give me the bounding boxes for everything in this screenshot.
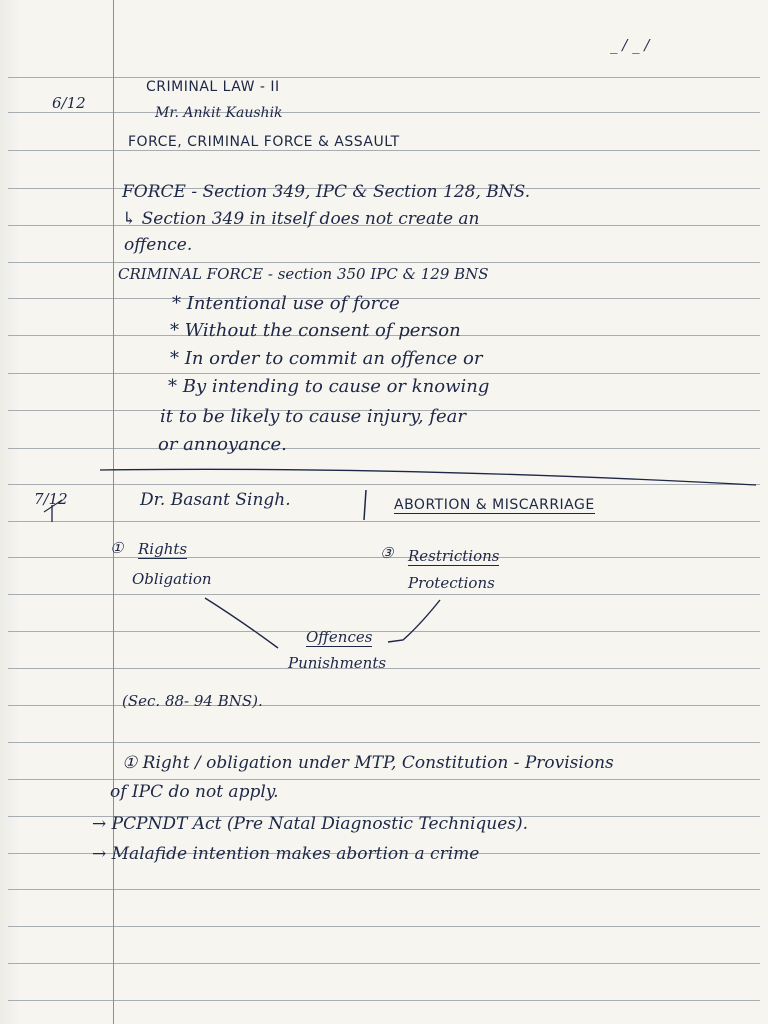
lecture1-date: 6/12	[52, 94, 86, 112]
force-line: FORCE - Section 349, IPC & Section 128, BNS.	[122, 182, 531, 202]
force-note-2: offence.	[124, 235, 193, 255]
lecture1-teacher: Mr. Ankit Kaushik	[155, 105, 283, 121]
bullet-4: * By intending to cause or knowing	[168, 376, 490, 397]
sections-reference: (Sec. 88- 94 BNS).	[122, 692, 263, 710]
bullet-continuation-1: it to be likely to cause injury, fear	[160, 406, 466, 427]
bullet-3: * In order to commit an offence or	[170, 348, 483, 369]
point-1-line-a: ① Right / obligation under MTP, Constitution - Provisions	[122, 753, 614, 773]
diagram-center-top: Offences	[306, 628, 373, 646]
force-note-1: ↳ Section 349 in itself does not create an	[122, 209, 480, 229]
diagram-left-bottom: Obligation	[132, 570, 212, 588]
bullet-2: * Without the consent of person	[170, 320, 461, 341]
diagram-right-bottom: Protections	[408, 574, 495, 592]
point-1-line-b: of IPC do not apply.	[110, 782, 279, 802]
diagram-left-num: ①	[110, 539, 124, 557]
course-title: CRIMINAL LAW - II	[146, 79, 280, 95]
lecture2-topic: ABORTION & MISCARRIAGE	[394, 497, 595, 513]
diagram-right-top: Restrictions	[408, 547, 500, 565]
criminal-force-line: CRIMINAL FORCE - section 350 IPC & 129 BNS	[118, 265, 489, 283]
lecture2-date: 7/12	[34, 490, 68, 508]
lecture2-teacher: Dr. Basant Singh.	[140, 490, 291, 510]
arrow-note-1: → PCPNDT Act (Pre Natal Diagnostic Techniques).	[92, 814, 529, 834]
date-placeholder: _ / _ /	[610, 36, 650, 54]
bullet-1: * Intentional use of force	[172, 293, 400, 314]
arrow-note-2: → Malafide intention makes abortion a crime	[92, 844, 480, 864]
bullet-continuation-2: or annoyance.	[158, 434, 287, 455]
diagram-right-num: ③	[380, 544, 394, 562]
lecture1-topic: FORCE, CRIMINAL FORCE & ASSAULT	[128, 134, 400, 150]
diagram-left-top: Rights	[138, 540, 188, 558]
diagram-center-bottom: Punishments	[288, 654, 387, 672]
